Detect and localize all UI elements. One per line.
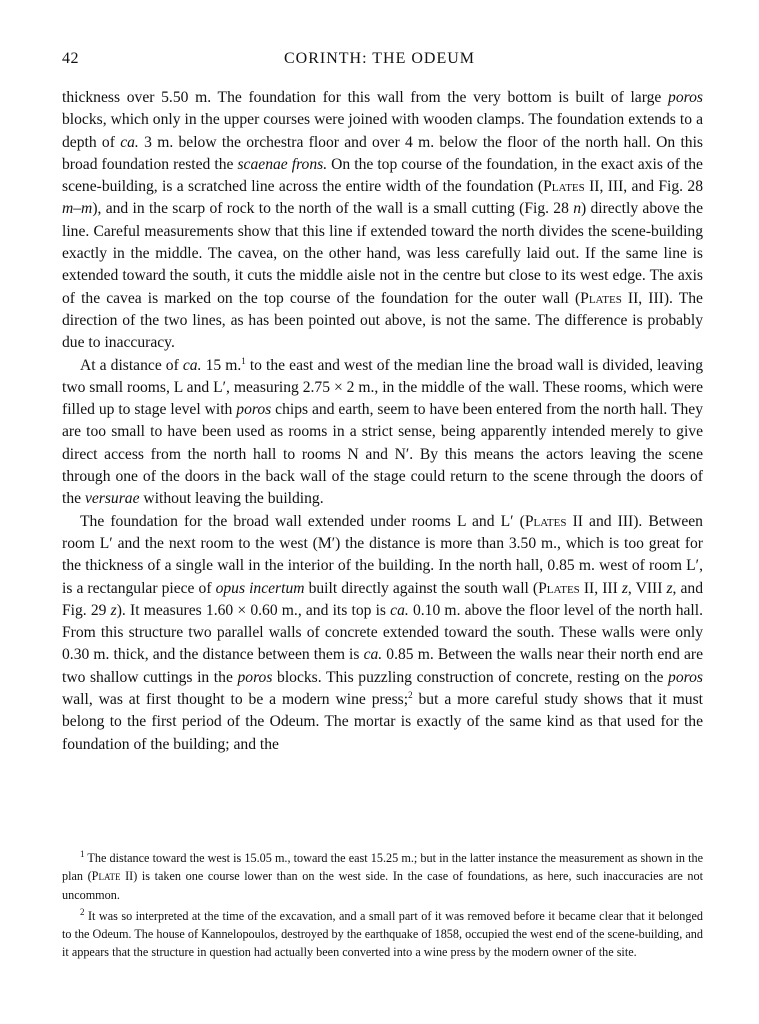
italic-term: z (110, 601, 117, 619)
body-text (62, 87, 703, 756)
text-run: , and Fig. 29 (62, 579, 704, 619)
footnote-2 (62, 907, 703, 962)
footnote-marker: 2 (80, 906, 85, 917)
italic-term: z (666, 579, 673, 597)
text-run: wall, was at first thought to be a modern wine press; (62, 691, 409, 709)
italic-term: ca. (363, 646, 383, 664)
text-run: At a distance of (80, 356, 183, 374)
italic-term: poros (237, 668, 273, 686)
text-run: It was so interpreted at the time of the excavation, and a small part of it was removed before it became clear that it belonged to the Odeum. The house of Kannelopoulos, destroyed by the earthquake of 1858, occupied the west end of the scene-building, and it appears that the structure in question had actually been converted into a wine press by the modern owner of the site. (62, 908, 703, 960)
text-run: but a more careful study shows that it must belong to the first period of the Odeum. The mortar is exactly of the same kind as that used for the foundation of the building; and the (62, 691, 703, 753)
text-run: 3 m. below the orchestra floor and over 4 m. below the floor of the north hall. On this broad foundation rested the (62, 133, 703, 173)
small-caps-ref: Plates (543, 178, 585, 196)
text-run: II) is taken one course lower than on the west side. In the case of foundations, as here, such inaccuracies are not uncommon. (62, 869, 703, 902)
text-run: 0.10 m. above the floor level of the north hall. From this structure two parallel walls of concrete extended toward the south. These walls were only 0.30 m. thick, and the distance between them is (62, 601, 703, 664)
page-number: 42 (62, 50, 79, 67)
text-run: II and III). Between room L′ and the next room to the west (M′) the distance is more than 3.50 m., which is too great for the thickness of a single wall in the interior of the building. In the north hall, 0.85 m. west of room L′, is a rectangular piece of (62, 512, 703, 597)
footnote-ref: 1 (241, 355, 246, 366)
text-run: 0.85 m. Between the walls near their north end are two shallow cuttings in the (62, 646, 704, 686)
text-run: blocks, which only in the upper courses were joined with wooden clamps. The foundation extends to a depth of (62, 111, 703, 151)
footnote-ref: 2 (408, 689, 413, 700)
small-caps-ref: Plates (580, 289, 622, 307)
paragraph-2 (62, 355, 703, 511)
text-run: ). It measures 1.60 × 0.60 m., and its top is (116, 601, 391, 619)
italic-term: ca. (182, 356, 202, 374)
footnotes (62, 849, 703, 965)
italic-term: scaenae frons. (237, 155, 328, 173)
footnote-marker: 1 (80, 848, 85, 859)
text-run: The distance toward the west is 15.05 m., toward the east 15.25 m.; but in the latter instance the measurement as shown in the plan ( (62, 851, 703, 884)
small-caps-ref: Plate (91, 869, 121, 884)
italic-term: versurae (84, 490, 140, 508)
text-run: thickness over 5.50 m. The foundation for this wall from the very bottom is built of large (62, 89, 669, 106)
text-run: ) directly above the line. Careful measurements show that this line if extended toward the north divides the scene-building exactly in the middle. The cavea, on the other hand, was less carefully laid out. If the same line is extended toward the south, it cuts the middle aisle not in the centre but close to its west edge. The axis of the cavea is marked on the top course of the foundation for the outer wall ( (62, 200, 703, 307)
text-run: ), and in the scarp of rock to the north of the wall is a small cutting (Fig. 28 (92, 200, 574, 218)
small-caps-ref: Plates (524, 512, 567, 530)
italic-term: n (573, 200, 581, 218)
text-run: to the east and west of the median line the broad wall is divided, leaving two small rooms, L and L′, measuring 2.75 × 2 m., in the middle of the wall. These rooms, which were filled up to stage level with (62, 356, 703, 419)
text-run: blocks. This puzzling construction of concrete, resting on the (272, 668, 669, 686)
italic-term: poros (236, 401, 272, 419)
italic-term: m–m (62, 200, 93, 218)
text-run: 15 m. (201, 356, 242, 374)
text-run: II, III, and Fig. 28 (584, 178, 703, 196)
paragraph-1 (62, 87, 703, 355)
text-run: The foundation for the broad wall extended under rooms L and L′ ( (80, 512, 525, 530)
text-run: On the top course of the foundation, in the exact axis of the scene-building, is a scratched line across the entire width of the foundation ( (62, 155, 703, 196)
page-header (62, 50, 697, 72)
italic-term: ca. (120, 133, 139, 151)
text-run: II, III). The direction of the two lines, as has been pointed out above, is not the same. The difference is probably due to inaccuracy. (62, 289, 703, 352)
text-run: without leaving the building. (139, 490, 324, 508)
italic-term: poros (668, 89, 703, 106)
footnote-1 (62, 849, 703, 904)
paragraph-3 (62, 511, 703, 756)
running-title: CORINTH: THE ODEUM (283, 50, 476, 67)
italic-term: opus incertum (215, 579, 305, 597)
italic-term: poros (668, 668, 703, 686)
text-run: chips and earth, seem to have been entered from the north hall. They are too small to have been used as rooms in a strict sense, being apparently intended merely to give direct access from the north hall to rooms N and N′. By this means the actors leaving the scene through one of the doors in the back wall of the stage could return to the scene through the doors of the (62, 401, 703, 508)
small-caps-ref: Plates (538, 579, 580, 597)
text-run: II, III (579, 579, 622, 597)
text-run: built directly against the south wall ( (304, 579, 539, 597)
text-run: , VIII (627, 579, 667, 597)
italic-term: z (621, 579, 628, 597)
italic-term: ca. (390, 601, 409, 619)
